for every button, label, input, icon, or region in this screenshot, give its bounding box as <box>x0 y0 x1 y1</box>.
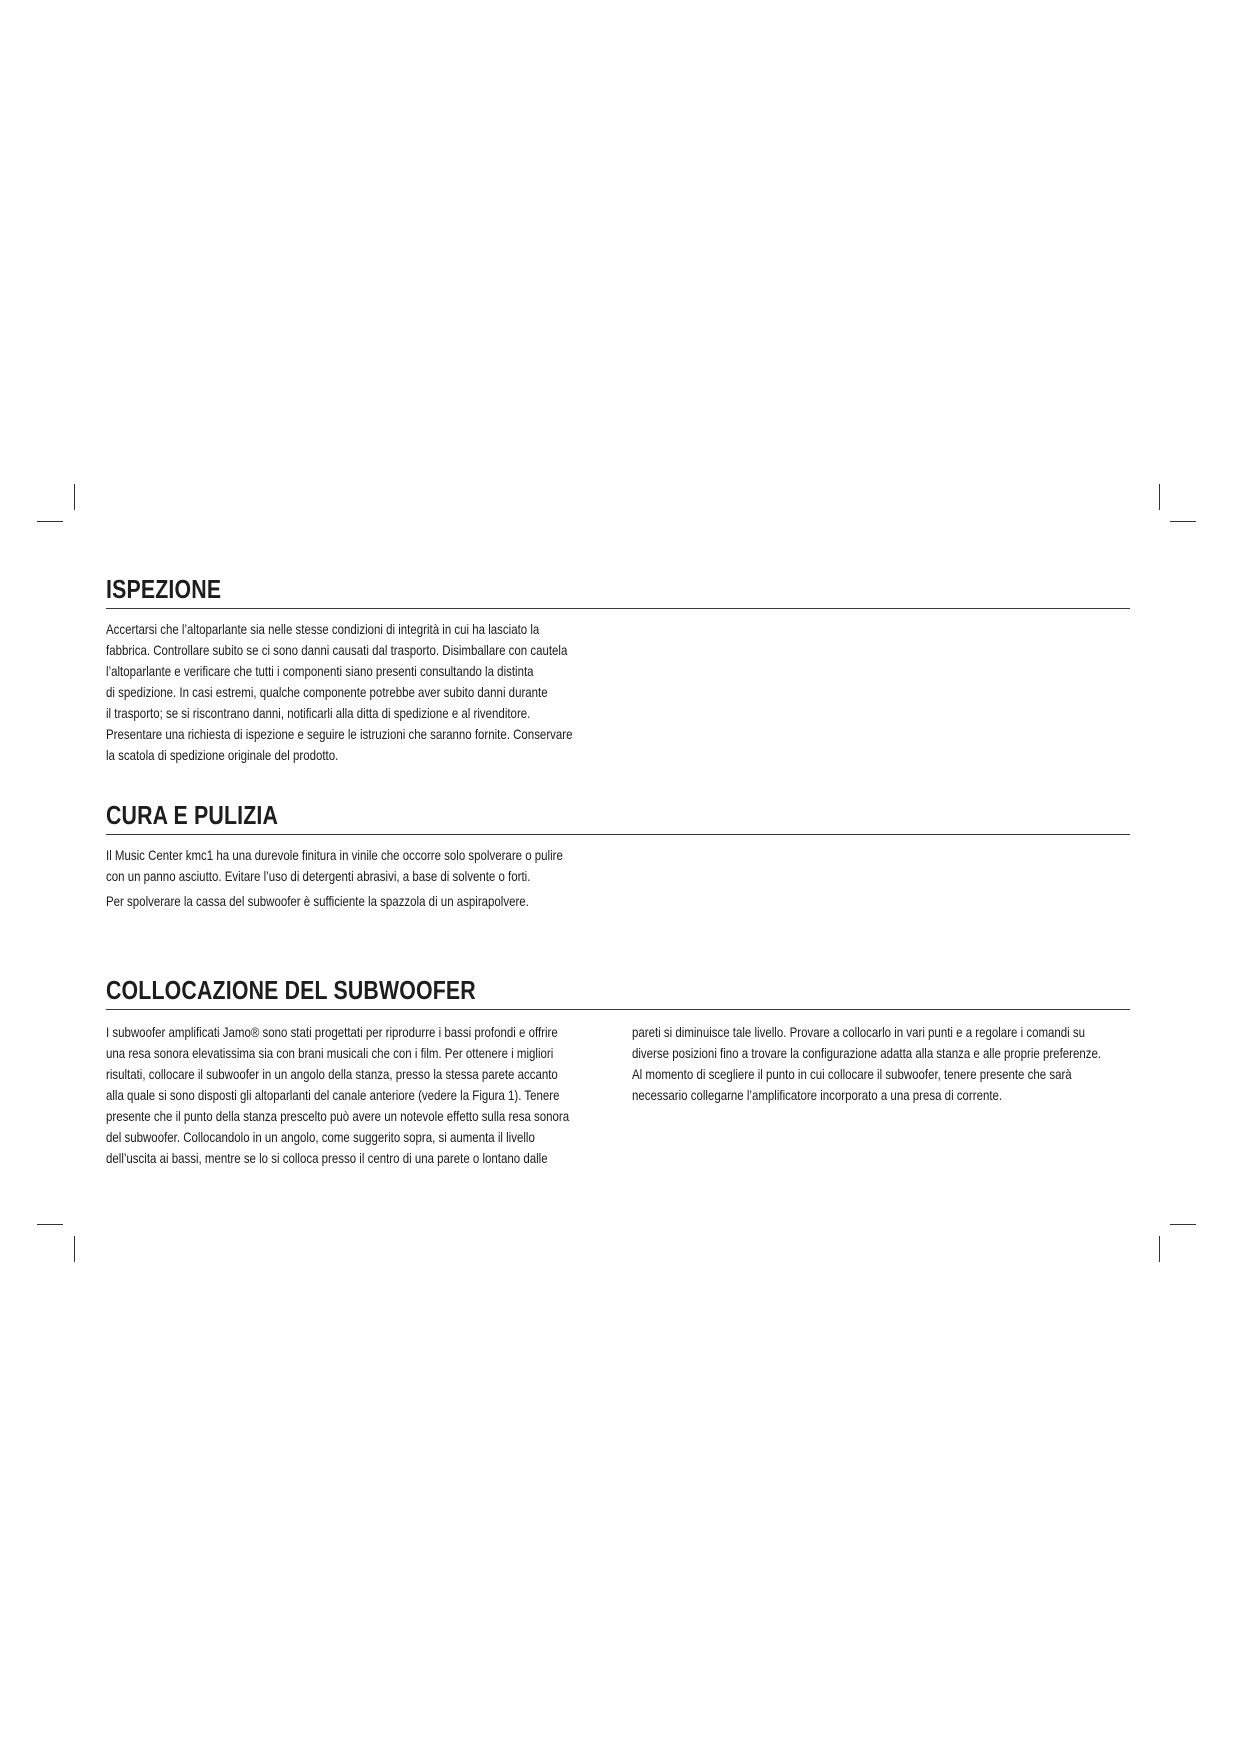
text-line: presente che il punto della stanza prescelto può avere un notevole effetto sulla resa sonora <box>106 1108 570 1124</box>
text-line: diverse posizioni fino a trovare la configurazione adatta alla stanza e alle proprie preferenze. <box>632 1045 1102 1061</box>
text-line: con un panno asciutto. Evitare l’uso di detergenti abrasivi, a base di solvente o forti. <box>106 868 531 884</box>
paragraph-cura-e-pulizia <box>106 845 626 912</box>
crop-mark-bottom-left-horizontal <box>37 1224 63 1225</box>
crop-mark-top-left-vertical <box>74 484 75 510</box>
crop-mark-bottom-right-horizontal <box>1170 1224 1196 1225</box>
text-line: risultati, collocare il subwoofer in un angolo della stanza, presso la stessa parete accanto <box>106 1066 558 1082</box>
text-line: l’altoparlante e verificare che tutti i componenti siano presenti consultando la distinta <box>106 663 534 679</box>
paragraph-collocazione-left <box>106 1022 626 1169</box>
text-line: Il Music Center kmc1 ha una durevole finitura in vinile che occorre solo spolverare o pulire <box>106 847 563 863</box>
text-line: necessario collegarne l’amplificatore incorporato a una presa di corrente. <box>632 1087 1003 1103</box>
text-line: del subwoofer. Collocandolo in un angolo, come suggerito sopra, si aumenta il livello <box>106 1129 535 1145</box>
text-line: fabbrica. Controllare subito se ci sono danni causati dal trasporto. Disimballare con cautela <box>106 642 568 658</box>
paragraph-ispezione <box>106 619 626 766</box>
text-line: dell’uscita ai bassi, mentre se lo si colloca presso il centro di una parete o lontano dalle <box>106 1150 548 1166</box>
text-line: Al momento di scegliere il punto in cui collocare il subwoofer, tenere presente che sarà <box>632 1066 1072 1082</box>
text-line: il trasporto; se si riscontrano danni, notificarli alla ditta di spedizione e al rivenditore. <box>106 705 531 721</box>
paragraph-collocazione-right <box>632 1022 1152 1106</box>
crop-mark-bottom-left-vertical <box>74 1236 75 1262</box>
text-line: Accertarsi che l’altoparlante sia nelle stesse condizioni di integrità in cui ha lasciato la <box>106 621 540 637</box>
crop-mark-top-right-horizontal <box>1170 521 1196 522</box>
crop-mark-bottom-right-vertical <box>1159 1236 1160 1262</box>
text-line: una resa sonora elevatissima sia con brani musicali che con i film. Per ottenere i migliori <box>106 1045 554 1061</box>
crop-mark-top-right-vertical <box>1159 484 1160 510</box>
text-line: pareti si diminuisce tale livello. Provare a collocarlo in vari punti e a regolare i comandi su <box>632 1024 1086 1040</box>
text-line: Per spolverare la cassa del subwoofer è sufficiente la spazzola di un aspirapolvere. <box>106 893 529 909</box>
text-line: alla quale si sono disposti gli altoparlanti del canale anteriore (vedere la Figura 1). Tenere <box>106 1087 560 1103</box>
crop-mark-top-left-horizontal <box>37 521 63 522</box>
text-line: la scatola di spedizione originale del prodotto. <box>106 747 339 763</box>
text-line: I subwoofer amplificati Jamo® sono stati progettati per riprodurre i bassi profondi e offrire <box>106 1024 558 1040</box>
section-title-cura-e-pulizia: CURA E PULIZIA <box>106 800 1130 835</box>
section-title-collocazione: COLLOCAZIONE DEL SUBWOOFER <box>106 975 1130 1010</box>
text-line: di spedizione. In casi estremi, qualche componente potrebbe aver subito danni durante <box>106 684 548 700</box>
text-line: Presentare una richiesta di ispezione e seguire le istruzioni che saranno fornite. Conservare <box>106 726 573 742</box>
section-title-ispezione: ISPEZIONE <box>106 574 1130 609</box>
